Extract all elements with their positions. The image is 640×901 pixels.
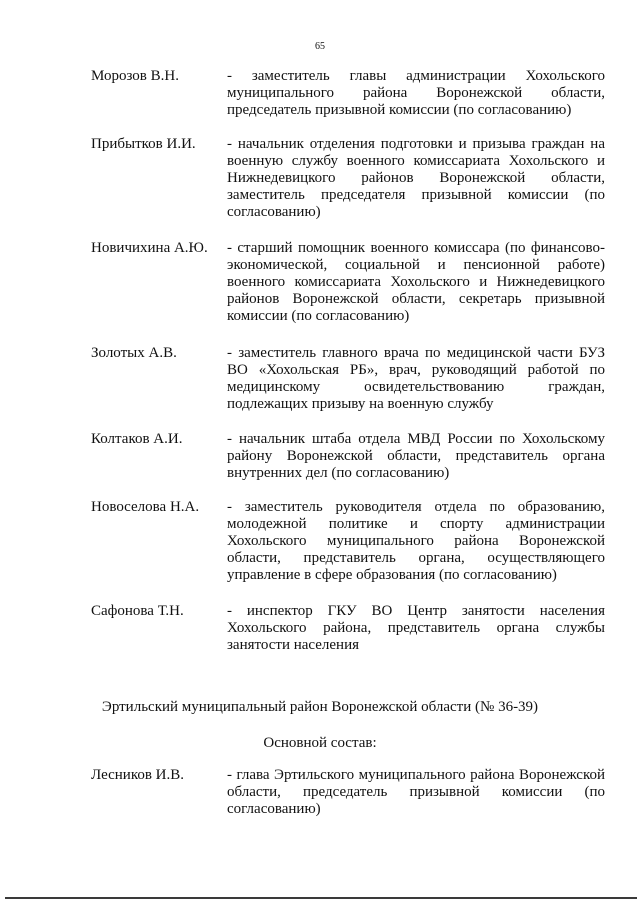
member-role: - заместитель главы администрации Хохольского муниципального района Воронежской области, председатель призывной комиссии (по согласованию) (227, 68, 605, 118)
page-number: 65 (315, 41, 325, 52)
commission-member-entry (91, 136, 606, 221)
commission-member-entry (91, 431, 606, 482)
member-role: - старший помощник военного комиссара (по финансово-экономической, социальной и пенсионной работе) военного комиссариата Хохольского и Нижнедевицкого районов Воронежской области, секретарь призывной комиссии (по согласованию) (227, 240, 605, 324)
member-role: - начальник штаба отдела МВД России по Хохольскому району Воронежской области, представитель органа внутренних дел (по согласованию) (227, 431, 605, 481)
member-name: Новичихина А.Ю. (91, 240, 208, 256)
member-name: Лесников И.В. (91, 767, 185, 783)
scan-bottom-rule (5, 897, 637, 899)
member-name: Новоселова Н.А. (91, 499, 200, 515)
member-name: Прибытков И.И. (91, 136, 196, 152)
commission-member-entry (91, 767, 606, 818)
commission-member-entry (91, 499, 606, 584)
member-role: - заместитель руководителя отдела по образованию, молодежной политике и спорту администрации Хохольского муниципального района Воронежской области, представитель органа, осуществляющего управление в сфере образования (по согласованию) (227, 499, 605, 583)
member-name: Морозов В.Н. (91, 68, 179, 84)
member-role: - заместитель главного врача по медицинской части БУЗ ВО «Хохольская РБ», врач, руководящий работой по медицинскому освидетельствованию граждан, подлежащих призыву на военную службу (227, 345, 605, 412)
member-name: Золотых А.В. (91, 345, 177, 361)
commission-member-entry (91, 603, 606, 654)
member-name: Сафонова Т.Н. (91, 603, 184, 619)
composition-heading: Основной состав: (263, 735, 377, 751)
member-role: - глава Эртильского муниципального района Воронежской области, председатель призывной комиссии (по согласованию) (227, 767, 605, 817)
commission-member-entry (91, 345, 606, 413)
member-name: Колтаков А.И. (91, 431, 183, 447)
member-role: - инспектор ГКУ ВО Центр занятости населения Хохольского района, представитель органа службы занятости населения (227, 603, 605, 653)
commission-member-entry (91, 68, 606, 119)
commission-member-entry (91, 240, 606, 325)
district-heading: Эртильский муниципальный район Воронежской области (№ 36-39) (101, 699, 539, 715)
member-role: - начальник отделения подготовки и призыва граждан на военную службу военного комиссариата Хохольского и Нижнедевицкого районов Воронежской области, заместитель председателя призывной комиссии (по согласованию) (227, 136, 605, 220)
